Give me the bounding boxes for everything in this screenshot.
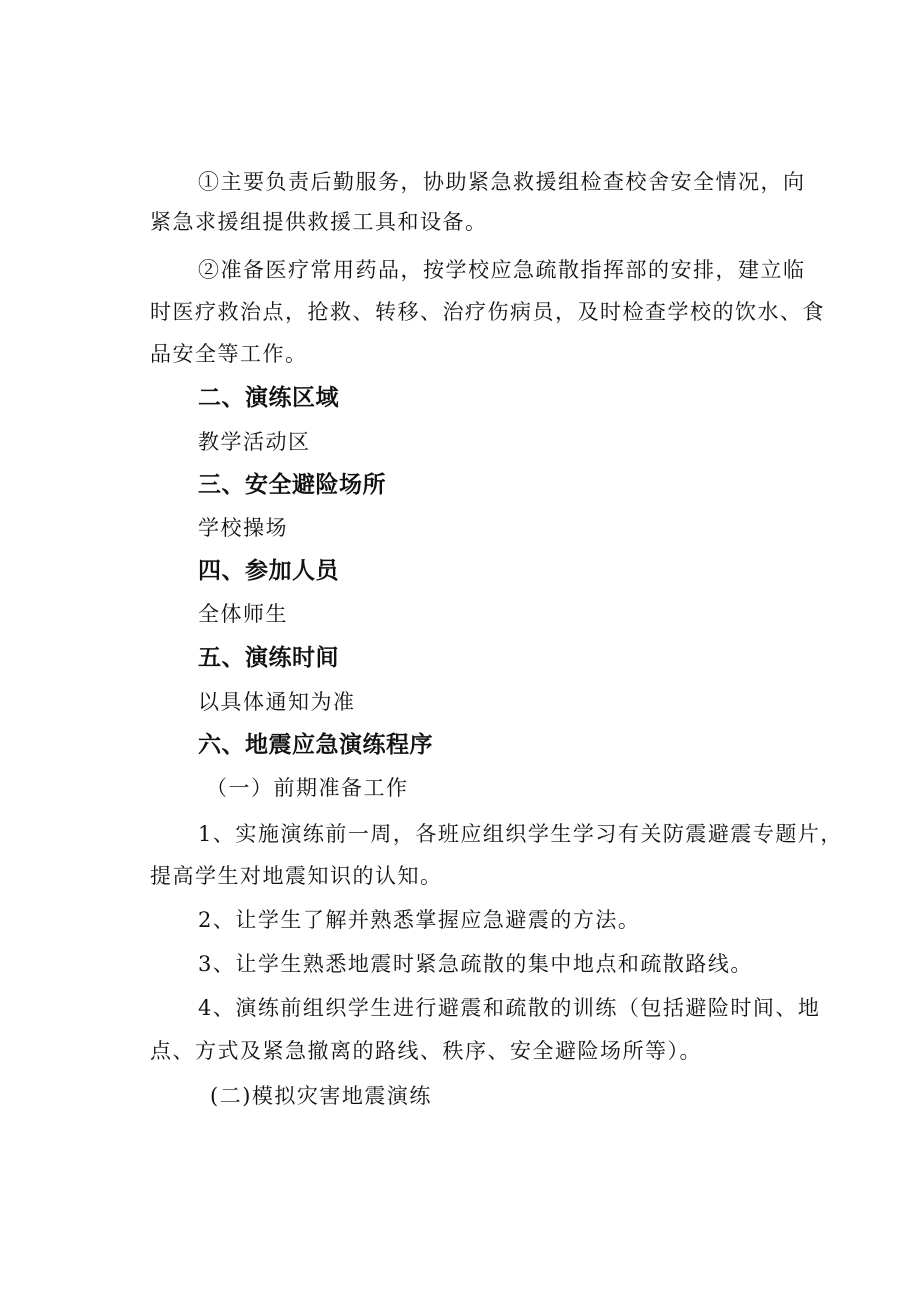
section-body-safe-place: 学校操场: [198, 516, 288, 540]
section-heading-drill-area: 二、演练区域: [198, 385, 339, 411]
subsection-heading-preparation: （一）前期准备工作: [206, 776, 409, 800]
subsection-heading-simulated-drill: (二)模拟灾害地震演练: [210, 1084, 432, 1108]
paragraph-medical-line-1: ②准备医疗常用药品，按学校应急疏散指挥部的安排，建立临: [198, 258, 806, 282]
list-item-3: 3、让学生熟悉地震时紧急疏散的集中地点和疏散路线。: [198, 952, 753, 976]
paragraph-medical-line-2: 时医疗救治点，抢救、转移、治疗伤病员，及时检查学校的饮水、食: [150, 300, 825, 324]
paragraph-logistics-line-2: 紧急求援组提供救援工具和设备。: [150, 210, 488, 234]
paragraph-logistics-line-1: ①主要负责后勤服务，协助紧急救援组检查校舍安全情况，向: [198, 170, 806, 194]
section-heading-safe-place: 三、安全避险场所: [198, 472, 386, 498]
list-item-1-line-2: 提高学生对地震知识的认知。: [150, 864, 443, 888]
section-body-drill-time: 以具体通知为准: [198, 690, 356, 714]
list-item-4-line-2: 点、方式及紧急撤离的路线、秩序、安全避险场所等）。: [150, 1039, 702, 1063]
list-item-1-line-1: 1、实施演练前一周，各班应组织学生学习有关防震避震专题片，: [198, 822, 843, 846]
section-heading-drill-procedure: 六、地震应急演练程序: [198, 732, 433, 758]
section-body-drill-area: 教学活动区: [198, 430, 311, 454]
section-heading-participants: 四、参加人员: [198, 558, 339, 584]
list-item-2: 2、让学生了解并熟悉掌握应急避震的方法。: [198, 908, 641, 932]
list-item-4-line-1: 4、演练前组织学生进行避震和疏散的训练（包括避险时间、地: [198, 996, 821, 1020]
section-heading-drill-time: 五、演练时间: [198, 645, 339, 671]
paragraph-medical-line-3: 品安全等工作。: [150, 342, 308, 366]
section-body-participants: 全体师生: [198, 602, 288, 626]
